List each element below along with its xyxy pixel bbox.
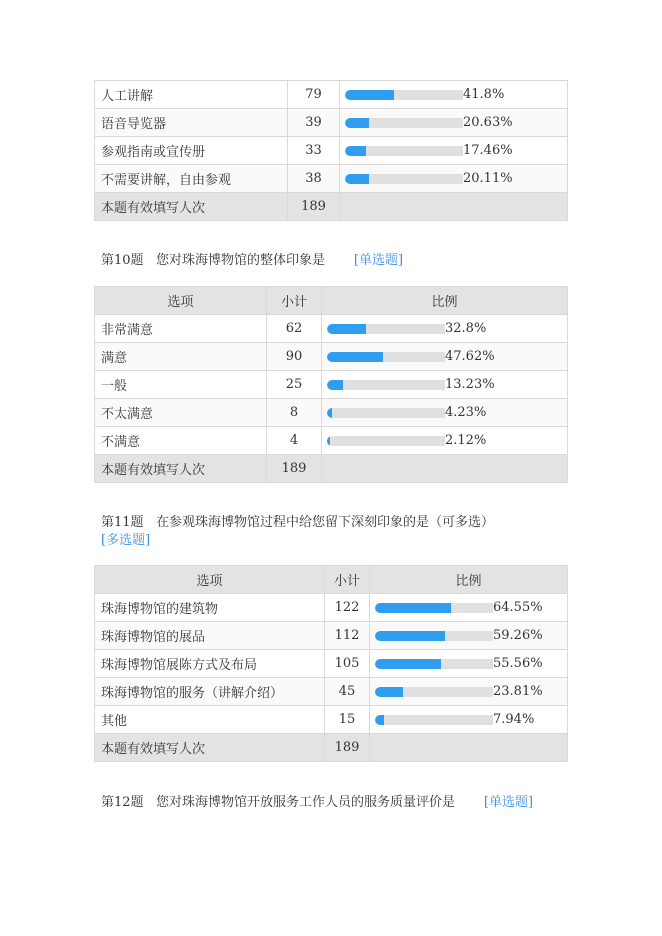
option-count: 62 xyxy=(267,315,322,343)
total-count: 189 xyxy=(267,455,322,483)
option-label: 满意 xyxy=(95,343,267,371)
total-ratio-empty xyxy=(322,455,568,483)
q12-title xyxy=(101,794,533,812)
option-label: 珠海博物馆的服务（讲解介绍） xyxy=(95,678,325,706)
percent-bar-fill xyxy=(327,324,366,334)
percent-bar-fill xyxy=(327,408,332,418)
total-label: 本题有效填写人次 xyxy=(95,193,288,221)
option-ratio xyxy=(322,427,568,455)
option-label: 不太满意 xyxy=(95,399,267,427)
option-percent: 17.46% xyxy=(463,143,513,158)
option-ratio xyxy=(322,371,568,399)
option-percent: 55.56% xyxy=(493,656,543,671)
table-row xyxy=(95,678,568,706)
header-option: 选项 xyxy=(95,566,325,594)
q11-question: 在参观珠海博物馆过程中给您留下深刻印象的是（可多选） xyxy=(155,515,494,530)
header-ratio: 比例 xyxy=(370,566,568,594)
percent-bar xyxy=(345,174,463,184)
option-percent: 20.63% xyxy=(463,115,513,130)
option-ratio xyxy=(370,650,568,678)
option-count: 90 xyxy=(267,343,322,371)
percent-bar xyxy=(327,324,445,334)
percent-bar xyxy=(375,659,493,669)
percent-bar xyxy=(345,90,463,100)
total-row xyxy=(95,193,568,221)
percent-bar-fill xyxy=(375,715,384,725)
q9-results-table xyxy=(94,80,568,221)
option-percent: 2.12% xyxy=(445,433,487,448)
percent-bar xyxy=(375,715,493,725)
table-row xyxy=(95,81,568,109)
option-ratio xyxy=(340,81,568,109)
table-row xyxy=(95,427,568,455)
option-percent: 47.62% xyxy=(445,349,495,364)
option-label: 一般 xyxy=(95,371,267,399)
percent-bar xyxy=(327,408,445,418)
option-label: 珠海博物馆的展品 xyxy=(95,622,325,650)
percent-bar xyxy=(375,631,493,641)
option-count: 38 xyxy=(288,165,340,193)
q11-results-table xyxy=(94,565,568,762)
option-percent: 13.23% xyxy=(445,377,495,392)
option-percent: 32.8% xyxy=(445,321,487,336)
option-count: 122 xyxy=(325,594,370,622)
option-ratio xyxy=(370,706,568,734)
percent-bar xyxy=(345,118,463,128)
percent-bar-fill xyxy=(345,90,394,100)
q9-rows xyxy=(95,81,568,221)
option-count: 33 xyxy=(288,137,340,165)
option-count: 39 xyxy=(288,109,340,137)
q10-results-table xyxy=(94,286,568,483)
q10-rows xyxy=(95,315,568,483)
total-row xyxy=(95,455,568,483)
percent-bar-fill xyxy=(375,631,445,641)
option-count: 25 xyxy=(267,371,322,399)
total-row xyxy=(95,734,568,762)
total-label: 本题有效填写人次 xyxy=(95,734,325,762)
q12-number: 第12题 xyxy=(101,795,144,810)
option-ratio xyxy=(370,594,568,622)
option-count: 15 xyxy=(325,706,370,734)
q10-type-tag: [单选题] xyxy=(353,253,404,268)
option-percent: 7.94% xyxy=(493,712,535,727)
table-row xyxy=(95,343,568,371)
percent-bar-fill xyxy=(327,436,330,446)
header-option: 选项 xyxy=(95,287,267,315)
option-label: 参观指南或宣传册 xyxy=(95,137,288,165)
option-count: 45 xyxy=(325,678,370,706)
table-row xyxy=(95,137,568,165)
option-count: 8 xyxy=(267,399,322,427)
percent-bar-fill xyxy=(345,118,369,128)
total-ratio-empty xyxy=(340,193,568,221)
option-label: 非常满意 xyxy=(95,315,267,343)
option-label: 珠海博物馆展陈方式及布局 xyxy=(95,650,325,678)
header-count: 小计 xyxy=(325,566,370,594)
total-count: 189 xyxy=(288,193,340,221)
option-ratio xyxy=(322,399,568,427)
option-count: 79 xyxy=(288,81,340,109)
option-percent: 41.8% xyxy=(463,87,505,102)
option-ratio xyxy=(370,678,568,706)
option-count: 4 xyxy=(267,427,322,455)
option-ratio xyxy=(322,343,568,371)
option-ratio xyxy=(340,165,568,193)
table-header-row xyxy=(95,287,568,315)
header-ratio: 比例 xyxy=(322,287,568,315)
percent-bar xyxy=(327,436,445,446)
option-percent: 59.26% xyxy=(493,628,543,643)
percent-bar-fill xyxy=(375,687,403,697)
total-label: 本题有效填写人次 xyxy=(95,455,267,483)
option-percent: 64.55% xyxy=(493,600,543,615)
option-percent: 20.11% xyxy=(463,171,513,186)
total-count: 189 xyxy=(325,734,370,762)
table-row xyxy=(95,622,568,650)
percent-bar-fill xyxy=(345,146,366,156)
header-count: 小计 xyxy=(267,287,322,315)
option-ratio xyxy=(340,137,568,165)
table-row xyxy=(95,315,568,343)
q10-question: 您对珠海博物馆的整体印象是 xyxy=(155,253,325,268)
option-ratio xyxy=(322,315,568,343)
table-row xyxy=(95,706,568,734)
q12-type-tag: [单选题] xyxy=(483,795,534,810)
total-ratio-empty xyxy=(370,734,568,762)
percent-bar-fill xyxy=(327,352,383,362)
table-row xyxy=(95,109,568,137)
option-ratio xyxy=(340,109,568,137)
percent-bar-fill xyxy=(345,174,369,184)
table-header-row xyxy=(95,566,568,594)
option-ratio xyxy=(370,622,568,650)
table-row xyxy=(95,165,568,193)
percent-bar xyxy=(327,380,445,390)
table-row xyxy=(95,399,568,427)
q11-rows xyxy=(95,594,568,762)
q12-question: 您对珠海博物馆开放服务工作人员的服务质量评价是 xyxy=(155,795,455,810)
option-percent: 4.23% xyxy=(445,405,487,420)
option-label: 其他 xyxy=(95,706,325,734)
percent-bar xyxy=(375,603,493,613)
table-row xyxy=(95,594,568,622)
percent-bar-fill xyxy=(375,603,451,613)
percent-bar xyxy=(345,146,463,156)
percent-bar-fill xyxy=(375,659,441,669)
table-row xyxy=(95,650,568,678)
q10-number: 第10题 xyxy=(101,253,144,268)
percent-bar-fill xyxy=(327,380,343,390)
q11-type-tag: [多选题] xyxy=(101,533,151,548)
option-label: 语音导览器 xyxy=(95,109,288,137)
option-label: 珠海博物馆的建筑物 xyxy=(95,594,325,622)
option-label: 不满意 xyxy=(95,427,267,455)
option-label: 人工讲解 xyxy=(95,81,288,109)
q11-title xyxy=(101,514,521,550)
option-percent: 23.81% xyxy=(493,684,543,699)
table-row xyxy=(95,371,568,399)
option-label: 不需要讲解，自由参观 xyxy=(95,165,288,193)
percent-bar xyxy=(327,352,445,362)
percent-bar xyxy=(375,687,493,697)
option-count: 105 xyxy=(325,650,370,678)
option-count: 112 xyxy=(325,622,370,650)
q11-number: 第11题 xyxy=(101,515,144,530)
q10-title xyxy=(101,252,403,270)
